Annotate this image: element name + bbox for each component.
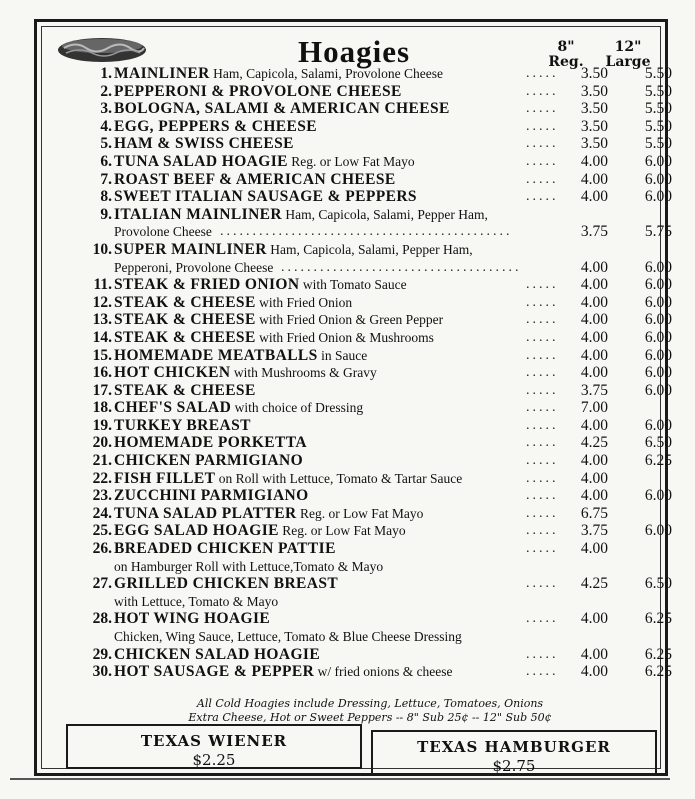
price-8-inch: 4.00 <box>580 645 608 663</box>
item-detail: Ham, Capicola, Salami, Pepper Ham, <box>266 241 473 257</box>
menu-item <box>68 240 672 276</box>
menu-item <box>68 663 672 681</box>
price-8-inch: 3.75 <box>580 223 608 241</box>
price-12-inch: 6.00 <box>644 293 672 311</box>
item-number: 20. <box>92 434 112 452</box>
item-detail: Ham, Capicola, Salami, Pepper Ham, <box>282 206 488 222</box>
price-8-inch: 4.00 <box>580 188 608 206</box>
price-8-inch: 4.00 <box>580 487 608 505</box>
item-detail: with Fried Onion & Mushrooms <box>255 329 434 345</box>
price-12-inch: 6.00 <box>644 188 672 206</box>
item-name: CHEF'S SALAD <box>114 399 232 417</box>
leader-dots: ..... <box>526 646 559 662</box>
price-8-inch: 4.25 <box>580 575 608 593</box>
item-description <box>114 487 518 505</box>
item-description <box>114 417 518 435</box>
item-number: 27. <box>92 575 112 593</box>
menu-item <box>68 645 672 664</box>
item-description <box>114 399 518 417</box>
price-8-inch: 4.00 <box>580 364 608 382</box>
leader-dots: ..... <box>526 664 559 680</box>
item-number: 22. <box>92 469 112 487</box>
menu-item-list <box>68 65 672 681</box>
item-name: GRILLED CHICKEN BREAST <box>114 575 339 593</box>
item-description <box>114 646 518 664</box>
hoagie-notes <box>160 697 580 725</box>
menu-item <box>68 434 672 452</box>
scan-edge-line <box>10 778 670 780</box>
price-8-inch: 4.00 <box>580 469 608 487</box>
price-12-inch: 6.25 <box>644 645 672 663</box>
item-number: 12. <box>92 293 112 311</box>
item-number: 3. <box>100 100 112 118</box>
item-number: 5. <box>100 135 112 153</box>
item-description <box>114 118 518 136</box>
item-number: 28. <box>92 610 112 628</box>
item-description <box>114 135 518 153</box>
price-8-inch: 7.00 <box>580 399 608 417</box>
item-detail-line: with Lettuce, Tomato & Mayo <box>114 593 279 609</box>
item-name: ZUCCHINI PARMIGIANO <box>114 487 309 505</box>
price-12-inch: 5.50 <box>644 135 672 153</box>
column-8-size: 8" <box>557 39 575 55</box>
price-8-inch: 4.00 <box>580 311 608 329</box>
item-detail: with Fried Onion <box>255 294 353 310</box>
item-name: ROAST BEEF & AMERICAN CHEESE <box>114 170 396 188</box>
menu-item <box>68 205 672 241</box>
item-name: STEAK & CHEESE <box>114 328 256 346</box>
item-name: HAM & SWISS CHEESE <box>114 135 294 153</box>
item-name: SUPER MAINLINER <box>114 240 267 258</box>
price-8-inch: 4.00 <box>580 416 608 434</box>
price-12-inch: 6.00 <box>644 487 672 505</box>
price-8-inch: 4.00 <box>580 540 608 558</box>
item-detail: Ham, Capicola, Salami, Provolone Cheese <box>209 66 443 81</box>
item-name: STEAK & CHEESE <box>114 311 256 329</box>
leader-dots: ..... <box>526 118 559 134</box>
item-number: 14. <box>92 328 112 346</box>
item-number: 24. <box>92 504 112 522</box>
item-description <box>114 610 518 628</box>
menu-item <box>68 293 672 312</box>
texas-wiener-price: $2.25 <box>192 751 236 769</box>
price-8-inch: 4.00 <box>580 452 608 470</box>
item-detail: on Roll with Lettuce, Tomato & Tartar Sauce <box>215 470 463 486</box>
leader-dots: ..... <box>526 329 559 345</box>
item-number: 21. <box>92 452 112 470</box>
menu-item <box>68 610 672 645</box>
leader-dots: ..... <box>526 576 559 592</box>
leader-dots: ..... <box>526 435 559 451</box>
item-name: CHICKEN PARMIGIANO <box>114 452 304 470</box>
note-line-1: All Cold Hoagies include Dressing, Lettuce, Tomatoes, Onions <box>196 697 544 710</box>
menu-item <box>68 328 672 347</box>
menu-title: Hoagies <box>298 34 411 69</box>
price-12-inch: 6.50 <box>644 575 672 593</box>
leader-dots: ..... <box>526 66 559 81</box>
menu-item <box>68 117 672 136</box>
menu-item <box>68 540 658 575</box>
item-number: 17. <box>92 381 112 399</box>
price-8-inch: 4.00 <box>580 346 608 364</box>
leader-dots: ..... <box>526 153 559 169</box>
menu-item <box>68 470 658 488</box>
item-name: HOMEMADE PORKETTA <box>114 434 307 452</box>
price-12-inch: 6.25 <box>644 663 672 681</box>
item-name: HOMEMADE MEATBALLS <box>114 346 318 364</box>
item-description <box>114 171 518 189</box>
menu-item <box>68 505 658 523</box>
menu-item <box>68 170 672 189</box>
item-description <box>114 65 518 83</box>
item-name: CHICKEN SALAD HOAGIE <box>114 645 321 663</box>
item-number: 1. <box>100 65 112 82</box>
menu-item <box>68 452 672 470</box>
column-12-size: 12" <box>614 39 642 55</box>
menu-item <box>68 416 672 435</box>
item-name: BOLOGNA, SALAMI & AMERICAN CHEESE <box>114 100 450 118</box>
leader-dots: ..... <box>526 541 559 557</box>
price-12-inch: 5.50 <box>644 100 672 118</box>
item-description <box>114 311 518 329</box>
item-number: 11. <box>93 276 112 294</box>
item-description <box>114 663 518 681</box>
leader-dots: ..... <box>526 189 559 205</box>
item-name: FISH FILLET <box>114 469 216 487</box>
item-name: HOT CHICKEN <box>114 364 231 382</box>
texas-hamburger-price: $2.75 <box>492 757 536 775</box>
price-12-inch: 6.00 <box>644 364 672 382</box>
item-description <box>114 100 518 118</box>
item-description <box>114 434 518 452</box>
item-description <box>114 294 518 312</box>
item-description <box>114 470 518 488</box>
item-name: ITALIAN MAINLINER <box>114 205 282 223</box>
price-8-inch: 4.00 <box>580 276 608 294</box>
item-number: 29. <box>92 645 112 663</box>
price-8-inch: 3.50 <box>580 135 608 153</box>
item-detail: Reg. or Low Fat Mayo <box>287 153 415 169</box>
item-description <box>114 452 518 470</box>
column-8-label: Reg. <box>548 54 584 70</box>
price-8-inch: 3.50 <box>580 100 608 118</box>
item-description <box>114 276 518 294</box>
item-description <box>114 83 518 101</box>
price-12-inch: 5.75 <box>644 223 672 241</box>
item-detail: Reg. or Low Fat Mayo <box>296 505 424 521</box>
item-number: 30. <box>92 663 112 681</box>
menu-item <box>68 487 672 505</box>
item-detail: w/ fried onions & cheese <box>314 664 453 680</box>
item-number: 10. <box>92 240 112 258</box>
item-name: TUNA SALAD HOAGIE <box>114 152 288 170</box>
price-8-inch: 3.75 <box>580 381 608 399</box>
leader-dots: ..... <box>526 523 559 539</box>
item-detail-line: Pepperoni, Provolone Cheese <box>114 259 274 275</box>
item-description <box>114 241 518 259</box>
price-12-inch: 6.00 <box>644 346 672 364</box>
price-12-inch: 5.50 <box>644 82 672 100</box>
item-number: 23. <box>92 487 112 505</box>
item-number: 6. <box>100 152 112 170</box>
menu-item <box>68 100 672 118</box>
item-name: HOT WING HOAGIE <box>114 610 271 628</box>
item-description <box>114 329 518 347</box>
price-12-inch: 5.50 <box>644 117 672 135</box>
item-name: EGG, PEPPERS & CHEESE <box>114 117 318 135</box>
menu-item <box>68 364 672 382</box>
menu-item <box>68 346 672 365</box>
item-description <box>114 153 518 171</box>
item-description <box>114 364 518 382</box>
menu-item <box>68 399 658 417</box>
price-8-inch: 3.50 <box>580 65 608 82</box>
item-name: STEAK & CHEESE <box>114 381 256 399</box>
menu-item <box>68 65 672 83</box>
menu-item <box>68 135 672 153</box>
leader-dots: ..... <box>526 347 559 363</box>
item-description <box>114 382 518 400</box>
price-8-inch: 4.00 <box>580 328 608 346</box>
leader-dots: ..... <box>526 101 559 117</box>
price-12-inch: 6.00 <box>644 152 672 170</box>
item-name: TURKEY BREAST <box>114 416 251 434</box>
texas-hamburger-box <box>371 730 657 775</box>
item-detail: Reg. or Low Fat Mayo <box>278 523 406 539</box>
price-12-inch: 6.00 <box>644 328 672 346</box>
item-name: HOT SAUSAGE & PEPPER <box>114 663 315 681</box>
price-12-inch: 6.00 <box>644 381 672 399</box>
item-detail: in Sauce <box>317 347 368 363</box>
item-detail-line: on Hamburger Roll with Lettuce,Tomato & Mayo <box>114 558 384 574</box>
item-description <box>114 575 518 593</box>
leader-dots: ..... <box>526 312 559 328</box>
item-number: 25. <box>92 522 112 540</box>
price-8-inch: 3.50 <box>580 117 608 135</box>
leader-dots: ..... <box>526 294 559 310</box>
item-description <box>114 522 518 540</box>
menu-item <box>68 311 672 329</box>
item-number: 7. <box>100 170 112 188</box>
price-8-inch: 4.25 <box>580 434 608 452</box>
hoagie-icon <box>56 33 148 65</box>
item-name: BREADED CHICKEN PATTIE <box>114 540 336 558</box>
item-number: 13. <box>92 311 112 329</box>
menu-item <box>68 381 672 400</box>
leader-dots: ..... <box>526 453 559 469</box>
menu-item <box>68 522 672 540</box>
price-8-inch: 4.00 <box>580 152 608 170</box>
leader-dots: ..... <box>526 136 559 152</box>
leader-dots: ..... <box>526 417 559 433</box>
leader-dots: ..... <box>526 611 559 627</box>
item-description <box>114 347 518 365</box>
texas-hamburger-name: TEXAS HAMBURGER <box>417 738 611 756</box>
price-8-inch: 3.50 <box>580 82 608 100</box>
item-name: STEAK & FRIED ONION <box>114 276 300 294</box>
price-8-inch: 6.75 <box>580 504 608 522</box>
item-description <box>114 188 518 206</box>
leader-dots: ..... <box>526 382 559 398</box>
leader-dots: ..... <box>526 365 559 381</box>
item-number: 19. <box>92 416 112 434</box>
leader-dots: ..... <box>526 488 559 504</box>
item-name: EGG SALAD HOAGIE <box>114 522 279 540</box>
item-detail-line: Chicken, Wing Sauce, Lettuce, Tomato & Blue Cheese Dressing <box>114 629 462 644</box>
item-number: 4. <box>100 117 112 135</box>
item-number: 9. <box>100 205 112 223</box>
texas-wiener-box <box>66 724 362 769</box>
menu-item <box>68 82 672 101</box>
price-8-inch: 4.00 <box>580 293 608 311</box>
menu-item <box>68 575 672 610</box>
item-number: 15. <box>92 346 112 364</box>
item-number: 16. <box>92 364 112 382</box>
price-8-inch: 3.75 <box>580 522 608 540</box>
price-12-inch: 6.25 <box>644 610 672 628</box>
item-number: 18. <box>92 399 112 417</box>
item-name: MAINLINER <box>114 65 210 82</box>
leader-dots: ............................................. <box>220 224 513 240</box>
price-8-inch: 4.00 <box>580 610 608 628</box>
leader-dots: ..... <box>526 505 559 521</box>
item-name: STEAK & CHEESE <box>114 293 256 311</box>
item-detail: with Fried Onion & Green Pepper <box>255 312 444 328</box>
price-12-inch: 6.00 <box>644 276 672 294</box>
price-12-inch: 5.50 <box>644 65 672 82</box>
item-detail: with Mushrooms & Gravy <box>230 365 377 381</box>
price-8-inch: 4.00 <box>580 663 608 681</box>
price-12-inch: 6.00 <box>644 311 672 329</box>
item-detail: with Tomato Sauce <box>299 277 407 293</box>
price-12-inch: 6.00 <box>644 522 672 540</box>
leader-dots: ..... <box>526 400 559 416</box>
texas-wiener-name: TEXAS WIENER <box>140 732 288 750</box>
item-number: 8. <box>100 188 112 206</box>
price-12-inch: 6.00 <box>644 258 672 276</box>
price-12-inch: 6.50 <box>644 434 672 452</box>
item-name: SWEET ITALIAN SAUSAGE & PEPPERS <box>114 188 417 206</box>
column-12-label: Large <box>605 54 651 70</box>
item-name: TUNA SALAD PLATTER <box>114 504 297 522</box>
menu-item <box>68 188 672 206</box>
price-12-inch: 6.00 <box>644 170 672 188</box>
item-number: 26. <box>92 540 112 558</box>
item-detail: with choice of Dressing <box>231 400 364 416</box>
item-description <box>114 540 518 558</box>
price-8-inch: 4.00 <box>580 258 608 276</box>
item-description <box>114 505 518 523</box>
item-description <box>114 206 518 224</box>
item-number: 2. <box>100 82 112 100</box>
note-line-2: Extra Cheese, Hot or Sweet Peppers -- 8" Sub 25¢ -- 12" Sub 50¢ <box>188 711 552 724</box>
menu-item <box>68 152 672 171</box>
price-8-inch: 4.00 <box>580 170 608 188</box>
item-name: PEPPERONI & PROVOLONE CHEESE <box>114 82 402 100</box>
menu-item <box>68 276 672 294</box>
item-detail-line: Provolone Cheese <box>114 224 212 240</box>
price-12-inch: 6.00 <box>644 416 672 434</box>
leader-dots: ..................................... <box>281 259 522 275</box>
leader-dots: ..... <box>526 470 559 486</box>
leader-dots: ..... <box>526 171 559 187</box>
leader-dots: ..... <box>526 83 559 99</box>
leader-dots: ..... <box>526 277 559 293</box>
price-12-inch: 6.25 <box>644 452 672 470</box>
